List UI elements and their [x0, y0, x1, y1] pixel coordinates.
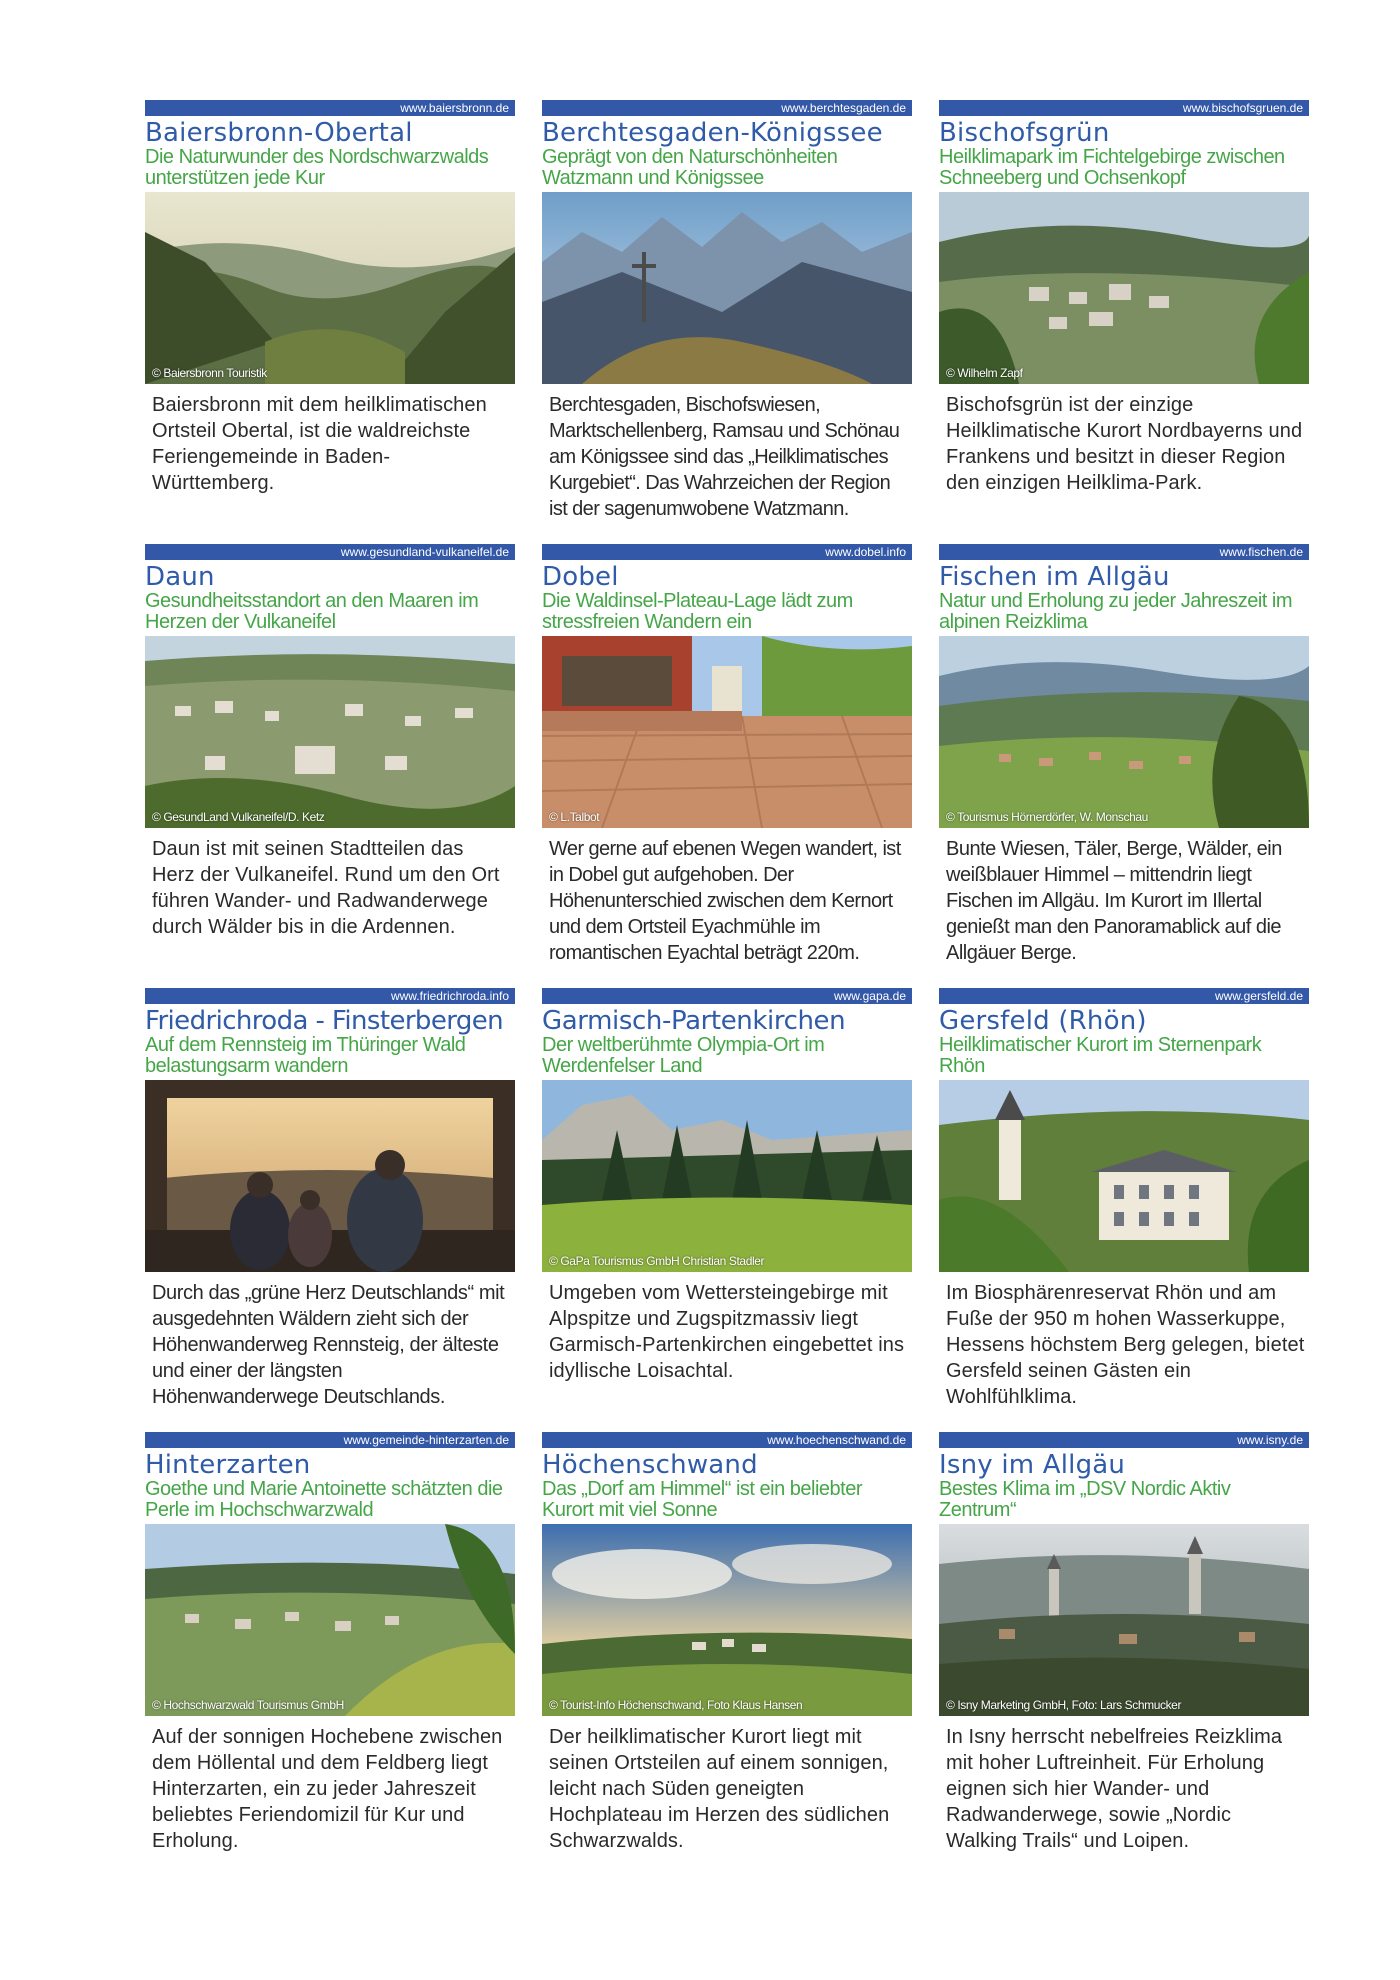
card-url[interactable]: www.isny.de: [939, 1432, 1309, 1448]
card-subtitle: Der weltberühmte Olympia-Ort im Werdenfelser Land: [542, 1035, 825, 1077]
card-isny: [939, 1432, 1309, 1872]
card-subtitle: Die Waldinsel-Plateau-Lage lädt zum stressfreien Wandern ein: [542, 591, 853, 633]
card-grid: [145, 100, 1310, 1872]
card-subtitle: Die Naturwunder des Nordschwarzwalds unterstützen jede Kur: [145, 147, 489, 189]
card-subtitle: Natur und Erholung zu jeder Jahreszeit im alpinen Reizklima: [939, 591, 1293, 633]
card-title: Baiersbronn-Obertal: [145, 118, 413, 148]
card-subtitle: Das „Dorf am Himmel“ ist ein beliebter Kurort mit viel Sonne: [542, 1479, 862, 1521]
card-subtitle: Geprägt von den Naturschönheiten Watzmann und Königssee: [542, 147, 838, 189]
card-photo: [542, 636, 912, 828]
photo-credit: © Hochschwarzwald Tourismus GmbH: [152, 1698, 344, 1712]
card-title: Höchenschwand: [542, 1450, 758, 1480]
photo-credit: © Tourist-Info Höchenschwand, Foto Klaus Hansen: [549, 1698, 803, 1712]
card-berchtesgaden: [542, 100, 912, 540]
card-title: Garmisch-Partenkirchen: [542, 1006, 846, 1036]
photo-credit: © L.Talbot: [549, 810, 600, 824]
card-subtitle: Auf dem Rennsteig im Thüringer Wald belastungsarm wandern: [145, 1035, 466, 1077]
card-photo: [939, 1524, 1309, 1716]
card-hoechenschwand: [542, 1432, 912, 1872]
photo-credit: © Tourismus Hörnerdörfer, W. Monschau: [946, 810, 1148, 824]
card-bischofsgruen: [939, 100, 1309, 540]
card-title: Fischen im Allgäu: [939, 562, 1170, 592]
card-hinterzarten: [145, 1432, 515, 1872]
card-description: Berchtesgaden, Bischofswiesen, Marktschellenberg, Ramsau und Schönau am Königssee sind das „Heilklimatisches Kurgebiet“. Das Wahrzeichen der Region ist der sagenumwobene Watzmann.: [549, 394, 900, 520]
card-gersfeld: [939, 988, 1309, 1428]
card-description: Bunte Wiesen, Täler, Berge, Wälder, ein weißblauer Himmel – mittendrin liegt Fischen im Allgäu. Im Kurort im Illertal genießt man den Panoramablick auf die Allgäuer Berge.: [946, 838, 1282, 964]
card-photo: [145, 192, 515, 384]
card-daun: [145, 544, 515, 984]
card-subtitle: Heilklimapark im Fichtelgebirge zwischen Schneeberg und Ochsenkopf: [939, 147, 1285, 189]
card-garmisch-partenkirchen: [542, 988, 912, 1428]
card-dobel: [542, 544, 912, 984]
card-description: Der heilklimatischer Kurort liegt mit seinen Ortsteilen auf einem sonnigen, leicht nach Süden geneigten Hochplateau im Herzen des südlichen Schwarzwalds.: [549, 1726, 890, 1852]
card-subtitle: Goethe und Marie Antoinette schätzten die Perle im Hochschwarzwald: [145, 1479, 503, 1521]
card-title: Gersfeld (Rhön): [939, 1006, 1147, 1036]
card-description: Durch das „grüne Herz Deutschlands“ mit ausgedehnten Wäldern zieht sich der Höhenwanderweg Rennsteig, der älteste und einer der längsten Höhenwanderwege Deutschlands.: [152, 1282, 505, 1408]
card-description: Umgeben vom Wettersteingebirge mit Alpspitze und Zugspitzmassiv liegt Garmisch-Partenkirchen eingebettet ins idyllische Loisachtal.: [549, 1282, 905, 1382]
card-url[interactable]: www.baiersbronn.de: [145, 100, 515, 116]
card-photo: [542, 192, 912, 384]
card-url[interactable]: www.hoechenschwand.de: [542, 1432, 912, 1448]
photo-credit: © Baiersbronn Touristik: [152, 366, 267, 380]
card-photo: [939, 636, 1309, 828]
card-title: Berchtesgaden-Königssee: [542, 118, 883, 148]
card-title: Isny im Allgäu: [939, 1450, 1126, 1480]
card-title: Hinterzarten: [145, 1450, 311, 1480]
card-url[interactable]: www.dobel.info: [542, 544, 912, 560]
card-photo: [542, 1524, 912, 1716]
card-description: Wer gerne auf ebenen Wegen wandert, ist in Dobel gut aufgehoben. Der Höhenunterschied zwischen dem Kernort und dem Ortsteil Eyachmühle im romantischen Eyachtal beträgt 220m.: [549, 838, 901, 964]
photo-credit: © Isny Marketing GmbH, Foto: Lars Schmucker: [946, 1698, 1182, 1712]
card-description: Baiersbronn mit dem heilklimatischen Ortsteil Obertal, ist die waldreichste Feriengemeinde in Baden-Württemberg.: [152, 394, 487, 494]
card-url[interactable]: www.gersfeld.de: [939, 988, 1309, 1004]
card-description: Im Biosphärenreservat Rhön und am Fuße der 950 m hohen Wasserkuppe, Hessens höchstem Berg gelegen, bietet Gersfeld seinen Gästen ein Wohlfühlklima.: [946, 1282, 1305, 1408]
card-subtitle: Gesundheitsstandort an den Maaren im Herzen der Vulkaneifel: [145, 591, 479, 633]
card-baiersbronn: [145, 100, 515, 540]
card-photo: [145, 1524, 515, 1716]
card-url[interactable]: www.fischen.de: [939, 544, 1309, 560]
card-description: Bischofsgrün ist der einzige Heilklimatische Kurort Nordbayerns und Frankens und besitzt in dieser Region den einzigen Heilklima-Park.: [946, 394, 1303, 494]
card-url[interactable]: www.gesundland-vulkaneifel.de: [145, 544, 515, 560]
photo-credit: © Wilhelm Zapf: [946, 366, 1023, 380]
card-description: Auf der sonnigen Hochebene zwischen dem Höllental und dem Feldberg liegt Hinterzarten, ein zu jeder Jahreszeit beliebtes Feriendomizil für Kur und Erholung.: [152, 1726, 503, 1852]
card-url[interactable]: www.gemeinde-hinterzarten.de: [145, 1432, 515, 1448]
card-url[interactable]: www.berchtesgaden.de: [542, 100, 912, 116]
card-title: Daun: [145, 562, 215, 592]
card-url[interactable]: www.gapa.de: [542, 988, 912, 1004]
card-title: Dobel: [542, 562, 619, 592]
card-url[interactable]: www.bischofsgruen.de: [939, 100, 1309, 116]
card-description: In Isny herrscht nebelfreies Reizklima mit hoher Luftreinheit. Für Erholung eignen sich hier Wander- und Radwanderwege, sowie „Nordic Walking Trails“ und Loipen.: [946, 1726, 1283, 1852]
card-photo: [542, 1080, 912, 1272]
card-friedrichroda: [145, 988, 515, 1428]
card-subtitle: Heilklimatischer Kurort im Sternenpark Rhön: [939, 1035, 1262, 1077]
card-photo: [145, 636, 515, 828]
card-photo: [939, 1080, 1309, 1272]
card-title: Bischofsgrün: [939, 118, 1110, 148]
card-url[interactable]: www.friedrichroda.info: [145, 988, 515, 1004]
card-photo: [939, 192, 1309, 384]
card-fischen: [939, 544, 1309, 984]
photo-credit: © GaPa Tourismus GmbH Christian Stadler: [549, 1254, 765, 1268]
card-description: Daun ist mit seinen Stadtteilen das Herz der Vulkaneifel. Rund um den Ort führen Wander- und Radwanderwege durch Wälder bis in die Ardennen.: [152, 838, 500, 938]
card-photo: [145, 1080, 515, 1272]
card-title: Friedrichroda - Finsterbergen: [145, 1006, 504, 1036]
photo-credit: © GesundLand Vulkaneifel/D. Ketz: [152, 810, 325, 824]
card-subtitle: Bestes Klima im „DSV Nordic Aktiv Zentrum“: [939, 1479, 1231, 1521]
